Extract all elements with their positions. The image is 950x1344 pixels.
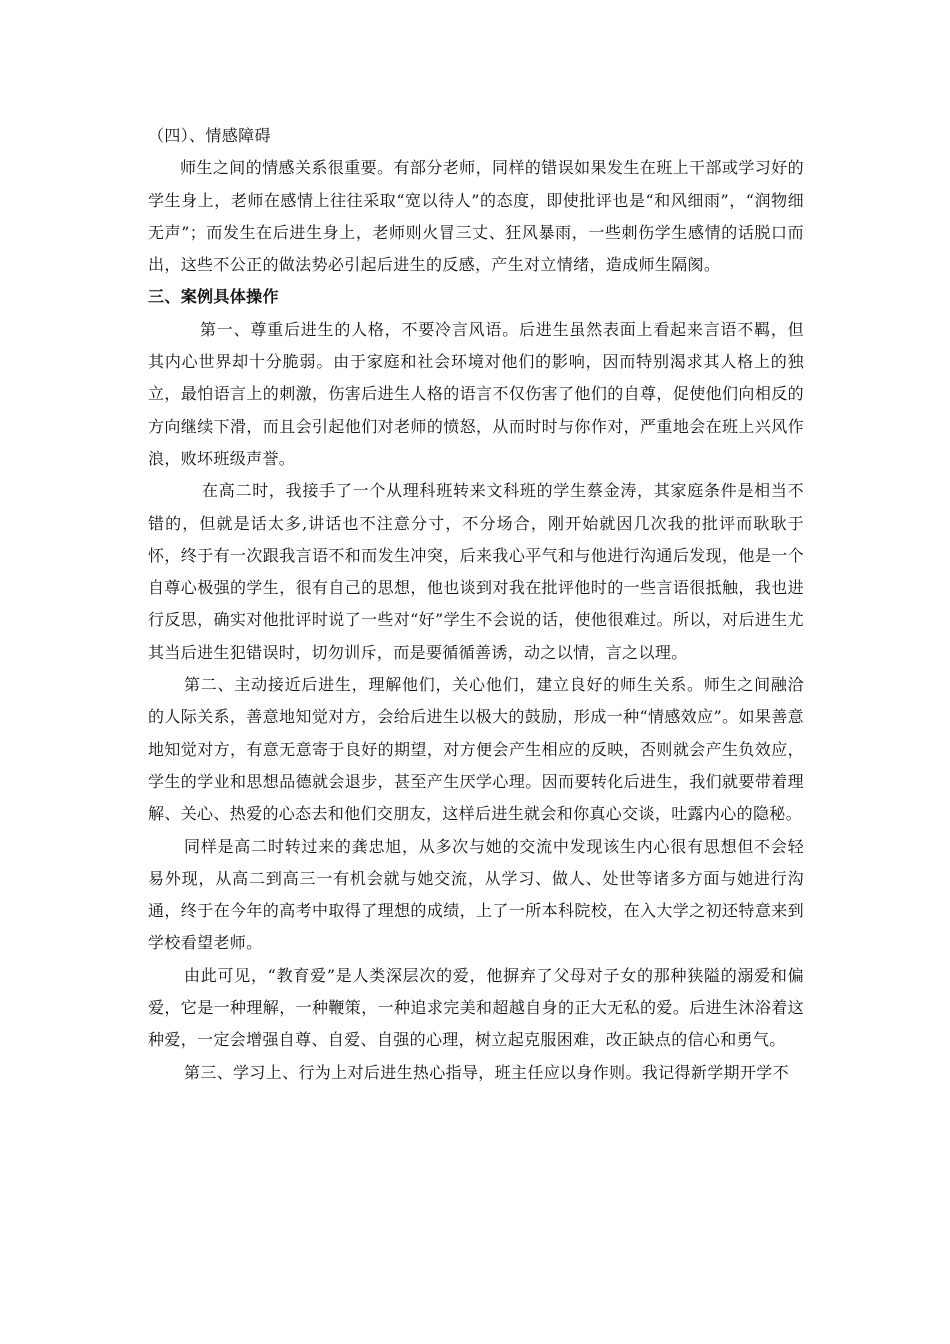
document-body: [148, 120, 804, 1089]
paragraph-case-one: 在高二时，我接手了一个从理科班转来文科班的学生蔡金涛，其家庭条件是相当不错的，但就是话太多,讲话也不注意分寸，不分场合，刚开始就因几次我的批评而耿耿于怀，终于有一次跟我言语不和而发生冲突，后来我心平气和与他进行沟通后发现，他是一个自尊心极强的学生，很有自己的思想，他也谈到对我在批评他时的一些言语很抵触，我也进行反思，确实对他批评时说了一些对“好”学生不会说的话，使他很难过。所以，对后进生尤其当后进生犯错误时，切勿训斥，而是要循循善诱，动之以情，言之以理。: [148, 481, 804, 662]
paragraph-second-measure: 第二、主动接近后进生，理解他们，关心他们，建立良好的师生关系。师生之间融洽的人际关系，善意地知觉对方，会给后进生以极大的鼓励，形成一种“情感效应”。如果善意地知觉对方，有意无意寄于良好的期望，对方便会产生相应的反映，否则就会产生负效应，学生的学业和思想品德就会退步，甚至产生厌学心理。因而要转化后进生，我们就要带着理解、关心、热爱的心态去和他们交朋友，这样后进生就会和你真心交谈，吐露内心的隐秘。: [148, 675, 804, 824]
paragraph-first-measure: 第一、尊重后进生的人格，不要冷言风语。后进生虽然表面上看起来言语不羁，但其内心世界却十分脆弱。由于家庭和社会环境对他们的影响，因而特别渴求其人格上的独立，最怕语言上的刺激，伤害后进生人格的语言不仅伤害了他们的自尊，促使他们向相反的方向继续下滑，而且会引起他们对老师的愤怒，从而时时与你作对，严重地会在班上兴风作浪，败坏班级声誉。: [148, 319, 804, 468]
section-subheading: （四）、情感障碍: [148, 126, 271, 145]
paragraph-case-two: 同样是高二时转过来的龚忠旭，从多次与她的交流中发现该生内心很有思想但不会轻易外现，从高二到高三一有机会就与她交流，从学习、做人、处世等诸多方面与她进行沟通，终于在今年的高考中取得了理想的成绩，上了一所本科院校，在入大学之初还特意来到学校看望老师。: [148, 836, 804, 953]
paragraph-third-measure: 第三、学习上、行为上对后进生热心指导，班主任应以身作则。我记得新学期开学不: [184, 1062, 789, 1082]
paragraph-education-love: 由此可见，“教育爱”是人类深层次的爱，他摒弃了父母对子女的那种狭隘的溺爱和偏爱，它是一种理解，一种鞭策，一种追求完美和超越自身的正大无私的爱。后进生沐浴着这种爱，一定会增强自尊、自爱、自强的心理，树立起克服困难，改正缺点的信心和勇气。: [148, 965, 804, 1050]
paragraph-emotion-barrier: 师生之间的情感关系很重要。有部分老师，同样的错误如果发生在班上干部或学习好的学生身上，老师在感情上往往采取“宽以待人”的态度，即使批评也是“和风细雨”，“润物细无声”；而发生在后进生身上，老师则火冒三丈、狂风暴雨，一些刺伤学生感情的话脱口而出，这些不公正的做法势必引起后进生的反感，产生对立情绪，造成师生隔阂。: [148, 158, 804, 275]
section-heading: 三、案例具体操作: [148, 287, 279, 307]
